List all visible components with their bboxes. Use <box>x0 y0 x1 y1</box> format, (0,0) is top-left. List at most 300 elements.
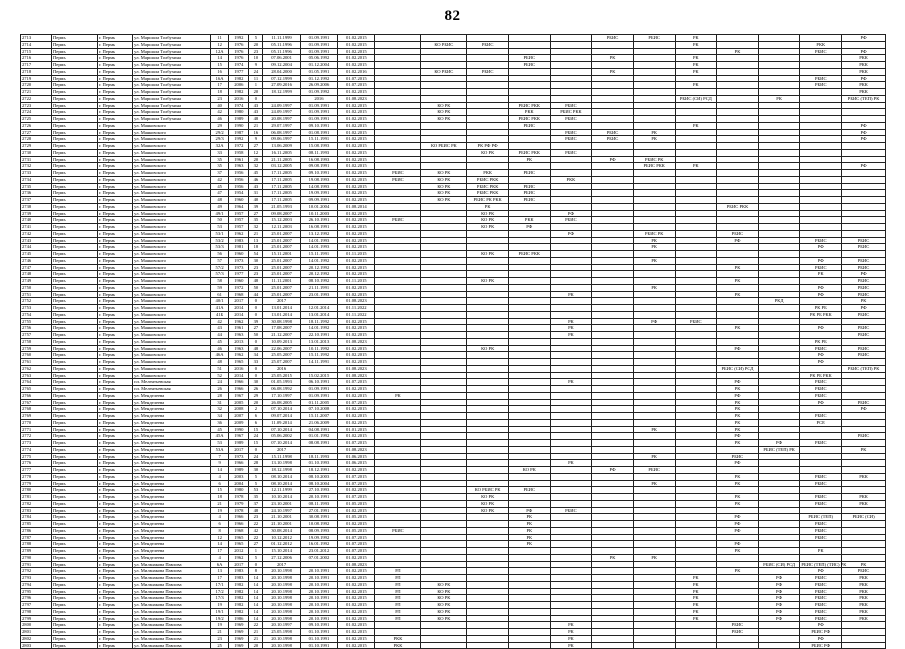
cell-code-6 <box>592 446 634 453</box>
cell-locality: г. Пермь <box>97 419 132 426</box>
cell-date-3: 01.08.2023 <box>338 365 375 372</box>
cell-record-id: 2781 <box>21 494 52 501</box>
cell-record-id: 2734 <box>21 176 52 183</box>
cell-house-number: 40 <box>211 102 229 109</box>
cell-code-5 <box>550 581 592 588</box>
cell-locality: г. Пермь <box>97 514 132 521</box>
cell-city: Пермь <box>51 109 97 116</box>
cell-code-4 <box>508 595 550 602</box>
cell-code-1 <box>375 237 421 244</box>
cell-code-1 <box>375 554 421 561</box>
cell-code-8 <box>675 230 717 237</box>
cell-date-1: 27.09.2016 <box>263 82 300 89</box>
cell-code-2 <box>421 527 467 534</box>
cell-street: ул. Мильчакова Павлова <box>133 622 211 629</box>
cell-code-11 <box>800 406 842 413</box>
cell-code-3 <box>467 230 509 237</box>
cell-year: 1989 <box>229 467 249 474</box>
table-row <box>21 332 886 339</box>
cell-code-11 <box>800 446 842 453</box>
cell-code-2 <box>421 82 467 89</box>
cell-house-number: 12 <box>211 41 229 48</box>
cell-code-1: РЛ <box>375 581 421 588</box>
cell-code-10 <box>758 230 800 237</box>
cell-house-number: 11 <box>211 35 229 42</box>
cell-street: ул. Маршала Толбухина <box>133 41 211 48</box>
cell-record-id: 2740 <box>21 217 52 224</box>
cell-date-3: 01.02.2015 <box>338 622 375 629</box>
cell-code-7 <box>633 325 675 332</box>
cell-code-3 <box>467 35 509 42</box>
cell-year: 2014 <box>229 305 249 312</box>
cell-code-6: РК <box>592 554 634 561</box>
cell-locality: г. Пермь <box>97 392 132 399</box>
cell-code-6 <box>592 298 634 305</box>
cell-code-2 <box>421 122 467 129</box>
cell-code-7: РК <box>633 554 675 561</box>
cell-city: Пермь <box>51 284 97 291</box>
cell-code-6 <box>592 102 634 109</box>
cell-code-11: РК <box>800 271 842 278</box>
cell-code-11: РБИС <box>800 500 842 507</box>
cell-code-8 <box>675 284 717 291</box>
table-row <box>21 68 886 75</box>
cell-code-12 <box>842 507 886 514</box>
cell-house-number: 19 <box>211 622 229 629</box>
cell-code-8 <box>675 251 717 258</box>
table-row <box>21 257 886 264</box>
cell-street: ул. Мильчакова Павлова <box>133 575 211 582</box>
cell-date-1: 15.11.1998 <box>263 453 300 460</box>
table-row <box>21 102 886 109</box>
cell-date-1: 17.08.2007 <box>263 325 300 332</box>
cell-date-3: 01.02.2015 <box>338 392 375 399</box>
cell-code-7 <box>633 217 675 224</box>
cell-code-3: КО РК <box>467 224 509 231</box>
cell-code-1 <box>375 521 421 528</box>
cell-year: 1962 <box>229 352 249 359</box>
cell-floors: 23 <box>249 264 263 271</box>
cell-code-4 <box>508 629 550 636</box>
cell-code-5: РФ <box>550 230 592 237</box>
cell-code-2 <box>421 95 467 102</box>
table-row <box>21 95 886 102</box>
cell-floors: 5 <box>249 473 263 480</box>
cell-date-1: 21.10.2001 <box>263 514 300 521</box>
cell-code-1: РЛ <box>375 595 421 602</box>
cell-code-10 <box>758 494 800 501</box>
cell-code-4 <box>508 143 550 150</box>
cell-code-5: РК <box>550 622 592 629</box>
cell-code-10 <box>758 629 800 636</box>
cell-code-3 <box>467 406 509 413</box>
cell-code-2: КО РК <box>421 581 467 588</box>
cell-code-4 <box>508 352 550 359</box>
cell-code-4: РБИС РКК <box>508 116 550 123</box>
cell-floors: 44 <box>249 291 263 298</box>
cell-code-12: РКК <box>842 608 886 615</box>
cell-floors: 26 <box>249 386 263 393</box>
table-row <box>21 548 886 555</box>
cell-city: Пермь <box>51 514 97 521</box>
cell-date-2: 16.08.1991 <box>300 224 337 231</box>
cell-code-11: РБИС <box>800 392 842 399</box>
cell-date-1: 13.01.2014 <box>263 305 300 312</box>
table-row <box>21 244 886 251</box>
cell-date-2: 27.10.1993 <box>300 487 337 494</box>
cell-code-9 <box>717 311 759 318</box>
cell-record-id: 2757 <box>21 332 52 339</box>
cell-code-7: РК <box>633 426 675 433</box>
cell-year: 1982 <box>229 602 249 609</box>
cell-floors: 24 <box>249 433 263 440</box>
cell-code-12 <box>842 554 886 561</box>
cell-code-11 <box>800 176 842 183</box>
cell-locality: г. Пермь <box>97 109 132 116</box>
cell-year: 1973 <box>229 257 249 264</box>
cell-code-11: РК РБ РКК <box>800 311 842 318</box>
cell-code-9: РФ <box>717 433 759 440</box>
cell-code-5 <box>550 163 592 170</box>
cell-code-7 <box>633 345 675 352</box>
cell-house-number: 49 <box>211 203 229 210</box>
cell-record-id: 2788 <box>21 541 52 548</box>
cell-city: Пермь <box>51 122 97 129</box>
cell-locality: г. Пермь <box>97 197 132 204</box>
cell-code-12: РКК <box>842 575 886 582</box>
cell-street: ул. Маяковского <box>133 271 211 278</box>
cell-code-1: РБИС <box>375 217 421 224</box>
cell-code-11: РБИС <box>800 595 842 602</box>
cell-code-4 <box>508 325 550 332</box>
cell-code-1 <box>375 406 421 413</box>
cell-street: ул. Менделеева <box>133 413 211 420</box>
cell-year: 1966 <box>229 460 249 467</box>
cell-code-6 <box>592 419 634 426</box>
cell-record-id: 2786 <box>21 527 52 534</box>
cell-code-12 <box>842 338 886 345</box>
cell-code-1 <box>375 372 421 379</box>
cell-code-9 <box>717 116 759 123</box>
cell-locality: г. Пермь <box>97 365 132 372</box>
cell-code-11 <box>800 230 842 237</box>
cell-code-12: РКК <box>842 595 886 602</box>
cell-code-11 <box>800 89 842 96</box>
cell-date-2: 20.10.1991 <box>300 595 337 602</box>
cell-code-7: РБИС РК <box>633 230 675 237</box>
cell-date-2: 20.12.1992 <box>300 271 337 278</box>
cell-code-10 <box>758 345 800 352</box>
cell-locality: г. Пермь <box>97 548 132 555</box>
cell-city: Пермь <box>51 642 97 649</box>
cell-code-10 <box>758 318 800 325</box>
cell-code-9 <box>717 575 759 582</box>
cell-date-2: 05.06.1992 <box>300 55 337 62</box>
cell-code-9: РК <box>717 325 759 332</box>
cell-city: Пермь <box>51 48 97 55</box>
cell-code-5 <box>550 305 592 312</box>
cell-floors: 0 <box>249 365 263 372</box>
cell-code-1 <box>375 514 421 521</box>
cell-code-8 <box>675 190 717 197</box>
cell-date-3: 01.02.2015 <box>338 568 375 575</box>
cell-date-2: 09.08.1991 <box>300 163 337 170</box>
cell-date-1: 15.12.2003 <box>263 217 300 224</box>
cell-code-3 <box>467 473 509 480</box>
cell-floors: 53 <box>249 487 263 494</box>
cell-code-4 <box>508 95 550 102</box>
cell-locality: г. Пермь <box>97 588 132 595</box>
cell-code-5 <box>550 473 592 480</box>
cell-code-3 <box>467 534 509 541</box>
cell-locality: г. Пермь <box>97 183 132 190</box>
cell-code-3 <box>467 622 509 629</box>
cell-record-id: 2753 <box>21 305 52 312</box>
cell-date-2: 15.02.2015 <box>300 372 337 379</box>
cell-code-10 <box>758 136 800 143</box>
cell-code-8 <box>675 278 717 285</box>
cell-date-2: 20.10.1991 <box>300 602 337 609</box>
cell-code-3 <box>467 392 509 399</box>
cell-record-id: 2752 <box>21 298 52 305</box>
cell-code-1 <box>375 338 421 345</box>
cell-locality: г. Пермь <box>97 48 132 55</box>
cell-date-3: 01.02.2015 <box>338 419 375 426</box>
cell-code-1 <box>375 278 421 285</box>
cell-code-9: РК <box>717 48 759 55</box>
cell-code-11: РФ <box>800 399 842 406</box>
cell-date-2: 01.09.1991 <box>300 41 337 48</box>
cell-code-6: РФ <box>592 156 634 163</box>
cell-date-3: 01.07.2015 <box>338 440 375 447</box>
table-row <box>21 629 886 636</box>
cell-floors: 22 <box>249 521 263 528</box>
cell-code-5 <box>550 197 592 204</box>
cell-date-1 <box>263 95 300 102</box>
cell-code-11: РБИС <box>800 588 842 595</box>
cell-city: Пермь <box>51 95 97 102</box>
table-row <box>21 615 886 622</box>
cell-code-5: РК <box>550 642 592 649</box>
cell-code-4 <box>508 588 550 595</box>
cell-code-5: РБИС <box>550 102 592 109</box>
cell-code-11: РБИС <box>800 473 842 480</box>
cell-street: пл. Мелентьевская <box>133 386 211 393</box>
cell-code-2 <box>421 440 467 447</box>
cell-street: ул. Маяковского <box>133 224 211 231</box>
cell-code-10 <box>758 514 800 521</box>
cell-house-number: 4 <box>211 554 229 561</box>
cell-floors: 8 <box>249 568 263 575</box>
cell-code-12 <box>842 629 886 636</box>
cell-code-1: РЛ <box>375 602 421 609</box>
cell-code-10 <box>758 237 800 244</box>
cell-code-12: РБИС <box>842 399 886 406</box>
cell-code-2 <box>421 284 467 291</box>
cell-date-3: 01.02.2015 <box>338 183 375 190</box>
cell-code-7 <box>633 413 675 420</box>
cell-code-8 <box>675 89 717 96</box>
cell-code-4 <box>508 210 550 217</box>
cell-house-number: 6 <box>211 480 229 487</box>
cell-code-12: РФ <box>842 75 886 82</box>
cell-house-number: 41Б <box>211 311 229 318</box>
cell-code-7 <box>633 642 675 649</box>
cell-code-11 <box>800 156 842 163</box>
cell-house-number: 53 <box>211 440 229 447</box>
table-row <box>21 116 886 123</box>
cell-code-1 <box>375 244 421 251</box>
cell-date-3: 01.02.2015 <box>338 284 375 291</box>
cell-code-5: РК <box>550 460 592 467</box>
cell-code-1 <box>375 35 421 42</box>
cell-house-number: 43 <box>211 325 229 332</box>
cell-year: 2007 <box>229 413 249 420</box>
table-row <box>21 197 886 204</box>
cell-record-id: 2730 <box>21 149 52 156</box>
cell-street: ул. Менделеева <box>133 473 211 480</box>
cell-code-11 <box>800 116 842 123</box>
cell-locality: г. Пермь <box>97 68 132 75</box>
cell-code-11: РФ <box>800 359 842 366</box>
cell-street: ул. Маршала Толбухина <box>133 35 211 42</box>
cell-code-4 <box>508 338 550 345</box>
cell-house-number: 19 <box>211 507 229 514</box>
cell-date-3: 01.07.2015 <box>338 399 375 406</box>
cell-code-9: РК <box>717 264 759 271</box>
cell-locality: г. Пермь <box>97 359 132 366</box>
cell-code-9 <box>717 35 759 42</box>
cell-code-10 <box>758 480 800 487</box>
cell-code-6 <box>592 642 634 649</box>
cell-code-12 <box>842 156 886 163</box>
cell-code-2 <box>421 217 467 224</box>
cell-code-9: РФ <box>717 345 759 352</box>
cell-code-9: РФ <box>717 514 759 521</box>
cell-code-6 <box>592 264 634 271</box>
cell-date-2: 26.10.1991 <box>300 217 337 224</box>
cell-date-2: 08.10.2004 <box>300 480 337 487</box>
cell-house-number: 47 <box>211 190 229 197</box>
cell-city: Пермь <box>51 392 97 399</box>
cell-locality: г. Пермь <box>97 480 132 487</box>
cell-code-11 <box>800 487 842 494</box>
cell-record-id: 2780 <box>21 487 52 494</box>
cell-street: ул. Маяковского <box>133 298 211 305</box>
cell-code-12 <box>842 359 886 366</box>
cell-code-6 <box>592 325 634 332</box>
cell-code-5 <box>550 433 592 440</box>
cell-date-3: 01.07.2015 <box>338 534 375 541</box>
cell-floors: 12 <box>249 149 263 156</box>
cell-code-3: РБИС РКК <box>467 176 509 183</box>
cell-code-12 <box>842 116 886 123</box>
cell-code-1: РК <box>375 392 421 399</box>
cell-locality: г. Пермь <box>97 143 132 150</box>
cell-code-9 <box>717 224 759 231</box>
cell-code-8 <box>675 487 717 494</box>
cell-code-2 <box>421 237 467 244</box>
cell-code-2 <box>421 75 467 82</box>
cell-code-3 <box>467 527 509 534</box>
cell-code-5 <box>550 55 592 62</box>
cell-locality: г. Пермь <box>97 305 132 312</box>
register-table <box>20 34 886 649</box>
cell-code-5: РБИС <box>550 136 592 143</box>
cell-code-10: РФ <box>758 608 800 615</box>
cell-street: ул. Менделеева <box>133 460 211 467</box>
cell-code-11: РФ <box>800 352 842 359</box>
cell-code-11: РФ <box>800 568 842 575</box>
cell-floors: 37 <box>249 500 263 507</box>
cell-code-5: РК <box>550 318 592 325</box>
cell-record-id: 2798 <box>21 608 52 615</box>
cell-locality: г. Пермь <box>97 35 132 42</box>
cell-code-5 <box>550 521 592 528</box>
cell-code-6 <box>592 271 634 278</box>
cell-record-id: 2762 <box>21 365 52 372</box>
cell-city: Пермь <box>51 244 97 251</box>
cell-code-4 <box>508 568 550 575</box>
cell-year: 1990 <box>229 426 249 433</box>
cell-code-9 <box>717 41 759 48</box>
cell-house-number: 42 <box>211 318 229 325</box>
cell-code-9 <box>717 338 759 345</box>
cell-city: Пермь <box>51 311 97 318</box>
cell-code-6 <box>592 433 634 440</box>
cell-date-3: 01.02.2015 <box>338 615 375 622</box>
cell-code-1: РЛ <box>375 568 421 575</box>
cell-code-8 <box>675 365 717 372</box>
cell-code-5 <box>550 271 592 278</box>
cell-code-4 <box>508 176 550 183</box>
cell-code-4: РБИС <box>508 170 550 177</box>
cell-date-3: 01.02.2015 <box>338 271 375 278</box>
cell-code-4 <box>508 237 550 244</box>
cell-code-7: РК <box>633 453 675 460</box>
cell-code-7 <box>633 183 675 190</box>
cell-code-9 <box>717 534 759 541</box>
cell-house-number: 23 <box>211 95 229 102</box>
cell-code-7 <box>633 332 675 339</box>
cell-code-6 <box>592 163 634 170</box>
cell-street: ул. Маршала Толбухина <box>133 95 211 102</box>
cell-code-2 <box>421 62 467 69</box>
cell-house-number: 45 <box>211 338 229 345</box>
cell-code-4: РКК <box>508 217 550 224</box>
cell-locality: г. Пермь <box>97 372 132 379</box>
cell-code-11: РБИС <box>800 581 842 588</box>
cell-street: ул. Менделеева <box>133 426 211 433</box>
cell-house-number: 53/2 <box>211 237 229 244</box>
cell-record-id: 2783 <box>21 507 52 514</box>
cell-code-11: РБИС РФ <box>800 629 842 636</box>
cell-code-4 <box>508 163 550 170</box>
cell-date-3: 01.02.2015 <box>338 257 375 264</box>
cell-locality: г. Пермь <box>97 237 132 244</box>
cell-date-3: 01.07.2015 <box>338 379 375 386</box>
cell-floors: 0 <box>249 95 263 102</box>
cell-date-1: 17.11.2005 <box>263 183 300 190</box>
cell-code-12 <box>842 210 886 217</box>
cell-city: Пермь <box>51 318 97 325</box>
cell-code-8: РК <box>675 122 717 129</box>
table-row <box>21 399 886 406</box>
cell-date-3: 01.02.2015 <box>338 595 375 602</box>
cell-city: Пермь <box>51 149 97 156</box>
cell-code-9 <box>717 608 759 615</box>
table-row <box>21 149 886 156</box>
